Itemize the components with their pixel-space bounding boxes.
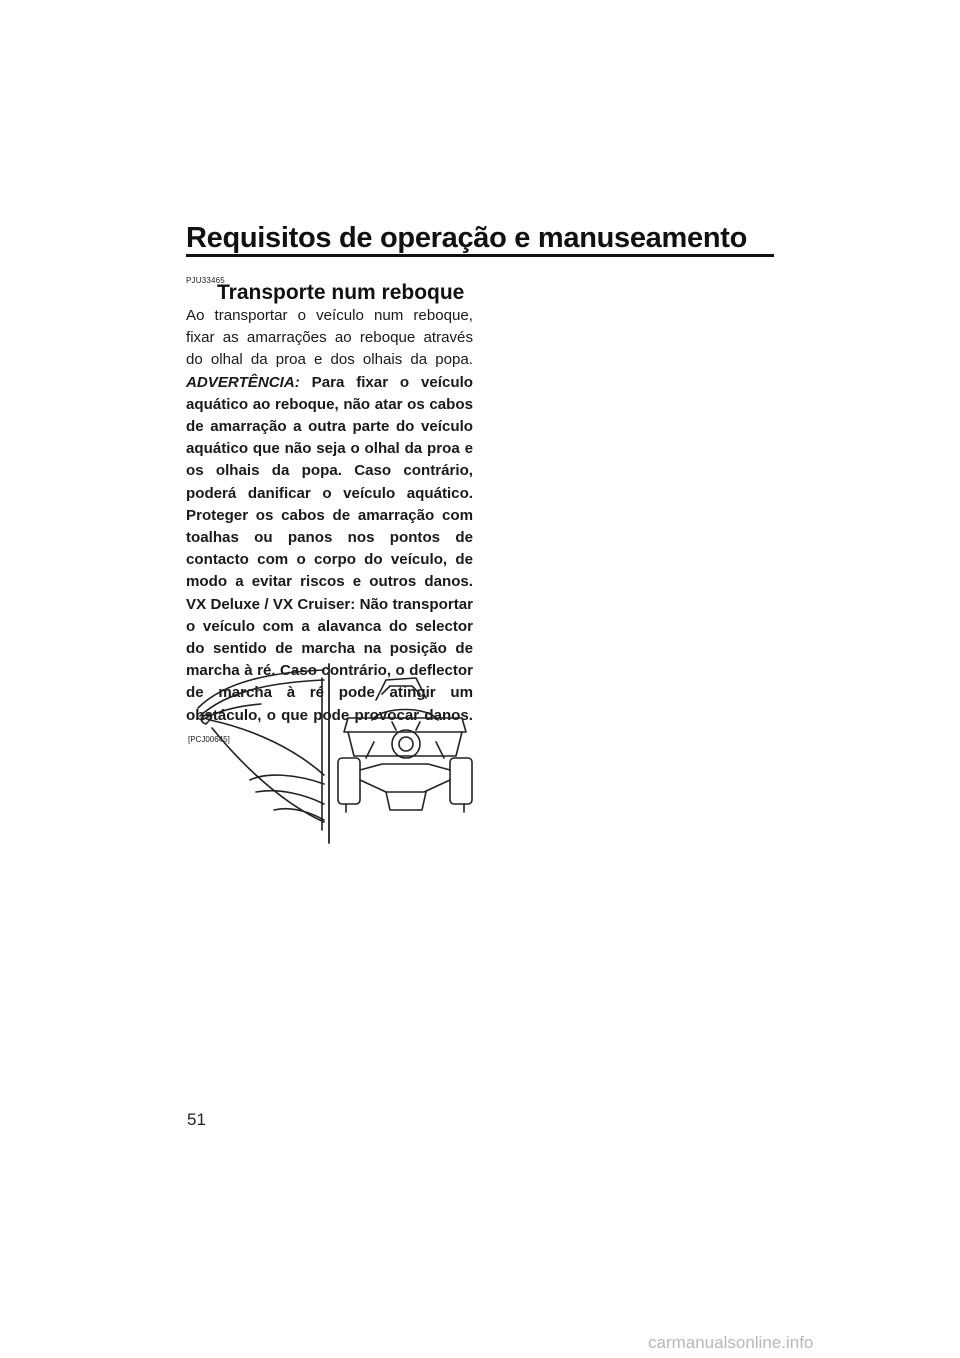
- watermark: carmanualsonline.info: [648, 1333, 814, 1352]
- intro-text: Ao transportar o veículo num reboque, fixar as amarrações ao reboque através do olhal da proa e dos olhais da popa.: [186, 307, 473, 369]
- page-number: 51: [187, 1110, 206, 1129]
- bow-eye-illustration: [198, 670, 324, 830]
- page-title: Requisitos de operação e manuseamento: [186, 222, 748, 254]
- header-rule: [186, 254, 774, 257]
- warning-text: Para fixar o veículo aquático ao reboque, não atar os cabos de amarração a outra parte do veículo aquático que não seja o olhal da proa e os olhais da popa. Caso contrário, poderá danificar o veículo aquático. Proteger os cabos de amarração com toalhas ou panos nos pontos de contacto com o corpo do veículo, de modo a evitar riscos e outros danos. VX Deluxe / VX Cruiser: Não transportar o veículo com a alavanca do selector do sentido de marcha na posição de marcha à ré. Caso contrário, o deflector de marcha à ré pode atingir um obstáculo, o que pode provocar danos.: [186, 373, 473, 724]
- warning-code: [PCJ00645]: [188, 734, 230, 744]
- section-code: PJU33465: [186, 276, 225, 285]
- trailer-illustration: [186, 660, 476, 845]
- stern-on-trailer-illustration: [338, 678, 472, 812]
- warning-label: ADVERTÊNCIA:: [186, 373, 300, 391]
- section-heading: Transporte num reboque: [217, 281, 465, 304]
